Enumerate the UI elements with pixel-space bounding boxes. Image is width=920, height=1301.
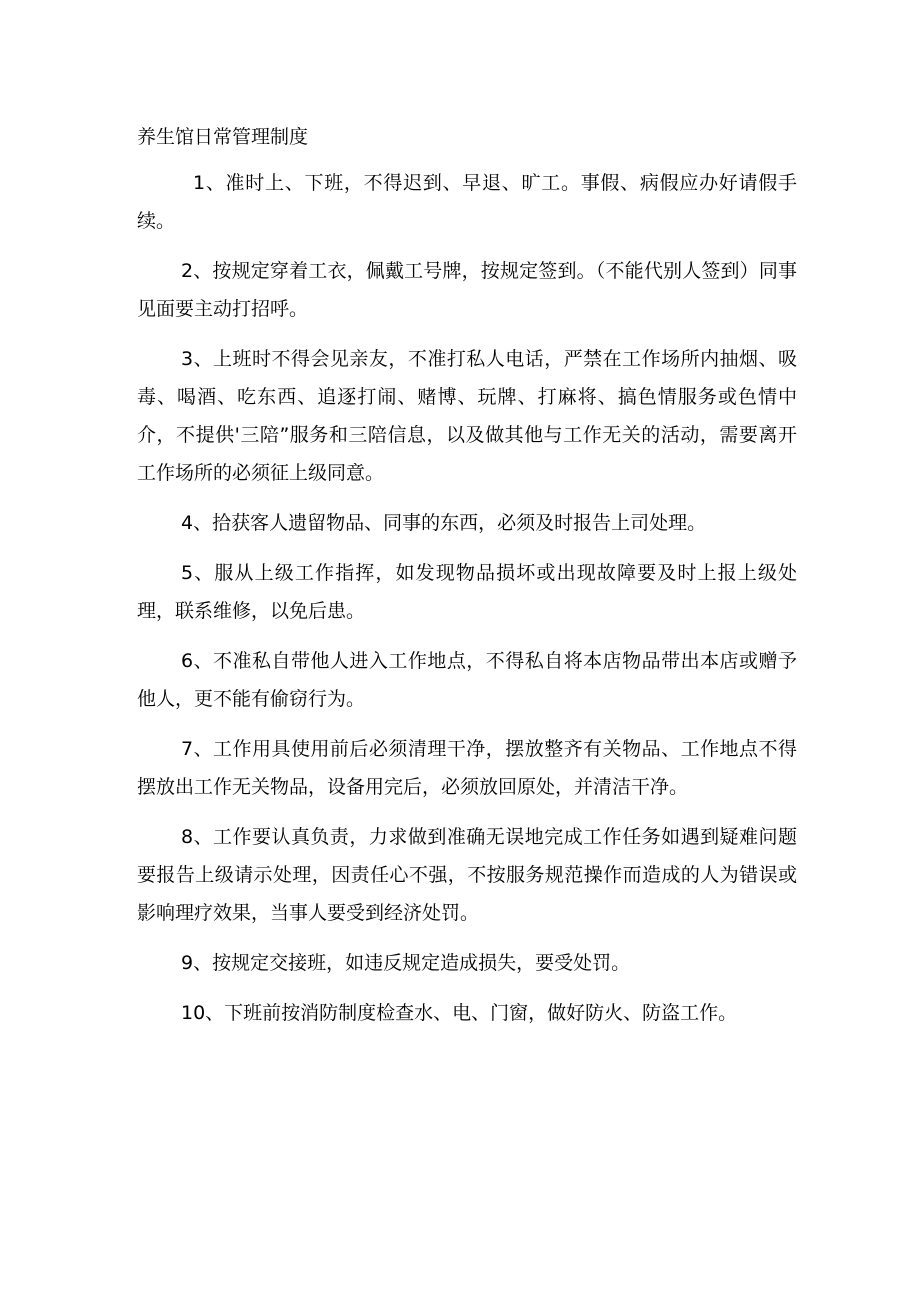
rule-item-5: 5、服从上级工作指挥，如发现物品损坏或出现故障要及时上报上级处理，联系维修，以免后患。: [137, 562, 797, 622]
rule-item-9: 9、按规定交接班，如违反规定造成损失，要受处罚。: [181, 952, 631, 974]
rule-item-1: 1、准时上、下班，不得迟到、早退、旷工。事假、病假应办好请假手续。: [137, 172, 797, 232]
rule-item-3: 3、上班时不得会见亲友，不准打私人电话，严禁在工作场所内抽烟、吸毒、喝酒、吃东西、追逐打闹、赌博、玩牌、打麻将、搞色情服务或色情中介，不提供'三陪”服务和三陪信息，以及做其他与工作无关的活动，需要离开工作场所的必须征上级同意。: [137, 348, 797, 484]
rule-item-8: 8、工作要认真负责，力求做到准确无误地完成工作任务如遇到疑难问题要报告上级请示处理，因责任心不强，不按服务规范操作而造成的人为错误或影响理疗效果，当事人要受到经济处罚。: [137, 826, 797, 924]
rule-item-6: 6、不准私自带他人进入工作地点，不得私自将本店物品带出本店或赠予他人，更不能有偷窃行为。: [137, 650, 797, 710]
rule-item-10: 10、下班前按消防制度检查水、电、门窗，做好防火、防盗工作。: [181, 1002, 738, 1024]
rule-item-7: 7、工作用具使用前后必须清理干净，摆放整齐有关物品、工作地点不得摆放出工作无关物品，设备用完后，必须放回原处，并清洁干净。: [137, 738, 797, 798]
document-body: [137, 164, 797, 1044]
rule-item-2: 2、按规定穿着工衣，佩戴工号牌，按规定签到。（不能代别人签到）同事见面要主动打招呼。: [137, 260, 797, 320]
document-title: 养生馆日常管理制度: [137, 126, 309, 148]
rule-item-4: 4、拾获客人遗留物品、同事的东西，必须及时报告上司处理。: [181, 512, 707, 534]
